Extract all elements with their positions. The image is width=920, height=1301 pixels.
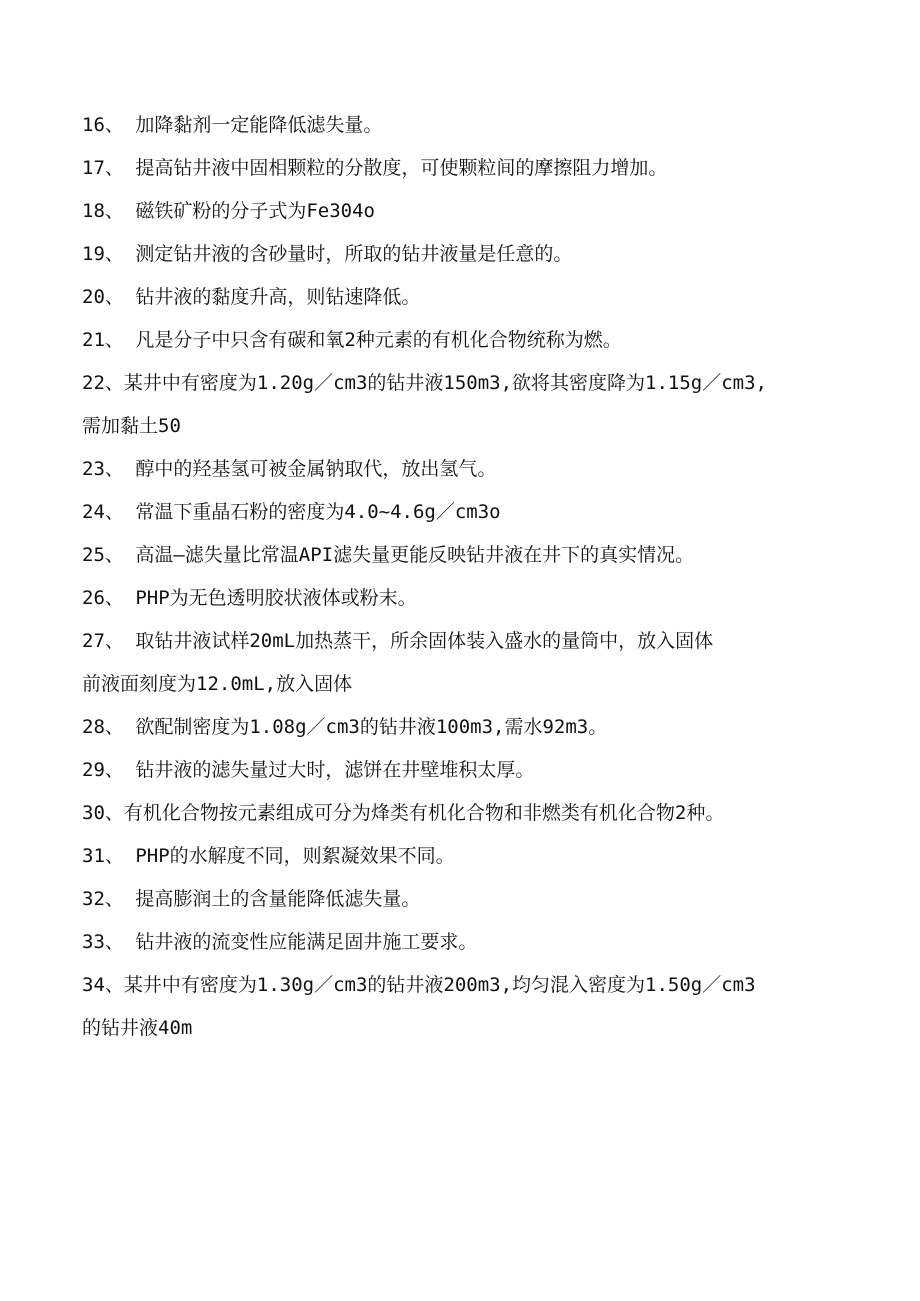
question-16: 16、 加降黏剂一定能降低滤失量。 xyxy=(82,114,383,136)
question-21: 21、 凡是分子中只含有碳和氧2种元素的有机化合物统称为燃。 xyxy=(82,329,622,351)
question-17: 17、 提高钻井液中固相颗粒的分散度，可使颗粒间的摩擦阻力增加。 xyxy=(82,157,668,179)
question-33: 33、 钻井液的流变性应能满足固井施工要求。 xyxy=(82,931,478,953)
question-26: 26、 PHP为无色透明胶状液体或粉末。 xyxy=(82,587,417,609)
question-19: 19、 测定钻井液的含砂量时，所取的钻井液量是任意的。 xyxy=(82,243,573,265)
question-27-continued: 前液面刻度为12.0mL,放入固体 xyxy=(82,673,353,695)
question-22-continued: 需加黏土50 xyxy=(82,415,181,437)
question-25: 25、 高温—滤失量比常温API滤失量更能反映钻井液在井下的真实情况。 xyxy=(82,544,695,566)
question-18: 18、 磁铁矿粉的分子式为Fe304o xyxy=(82,200,375,222)
question-31: 31、 PHP的水解度不同，则絮凝效果不同。 xyxy=(82,845,455,867)
question-34: 34、某井中有密度为1.30g／cm3的钻井液200m3,均匀混入密度为1.50g／cm3 xyxy=(82,974,756,996)
question-28: 28、 欲配制密度为1.08g／cm3的钻井液100m3,需水92m3。 xyxy=(82,716,608,738)
question-list xyxy=(82,114,842,1039)
question-20: 20、 钻井液的黏度升高，则钻速降低。 xyxy=(82,286,421,308)
question-32: 32、 提高膨润土的含量能降低滤失量。 xyxy=(82,888,421,910)
question-23: 23、 醇中的羟基氢可被金属钠取代，放出氢气。 xyxy=(82,458,497,480)
question-30: 30、有机化合物按元素组成可分为烽类有机化合物和非燃类有机化合物2种。 xyxy=(82,802,725,824)
question-34-continued: 的钻井液40m xyxy=(82,1017,193,1039)
question-22: 22、某井中有密度为1.20g／cm3的钻井液150m3,欲将其密度降为1.15g／cm3, xyxy=(82,372,767,394)
question-27: 27、 取钻井液试样20mL加热蒸干，所余固体装入盛水的量筒中，放入固体 xyxy=(82,630,714,652)
question-24: 24、 常温下重晶石粉的密度为4.0~4.6g／cm3o xyxy=(82,501,501,523)
question-29: 29、 钻井液的滤失量过大时，滤饼在井壁堆积太厚。 xyxy=(82,759,535,781)
